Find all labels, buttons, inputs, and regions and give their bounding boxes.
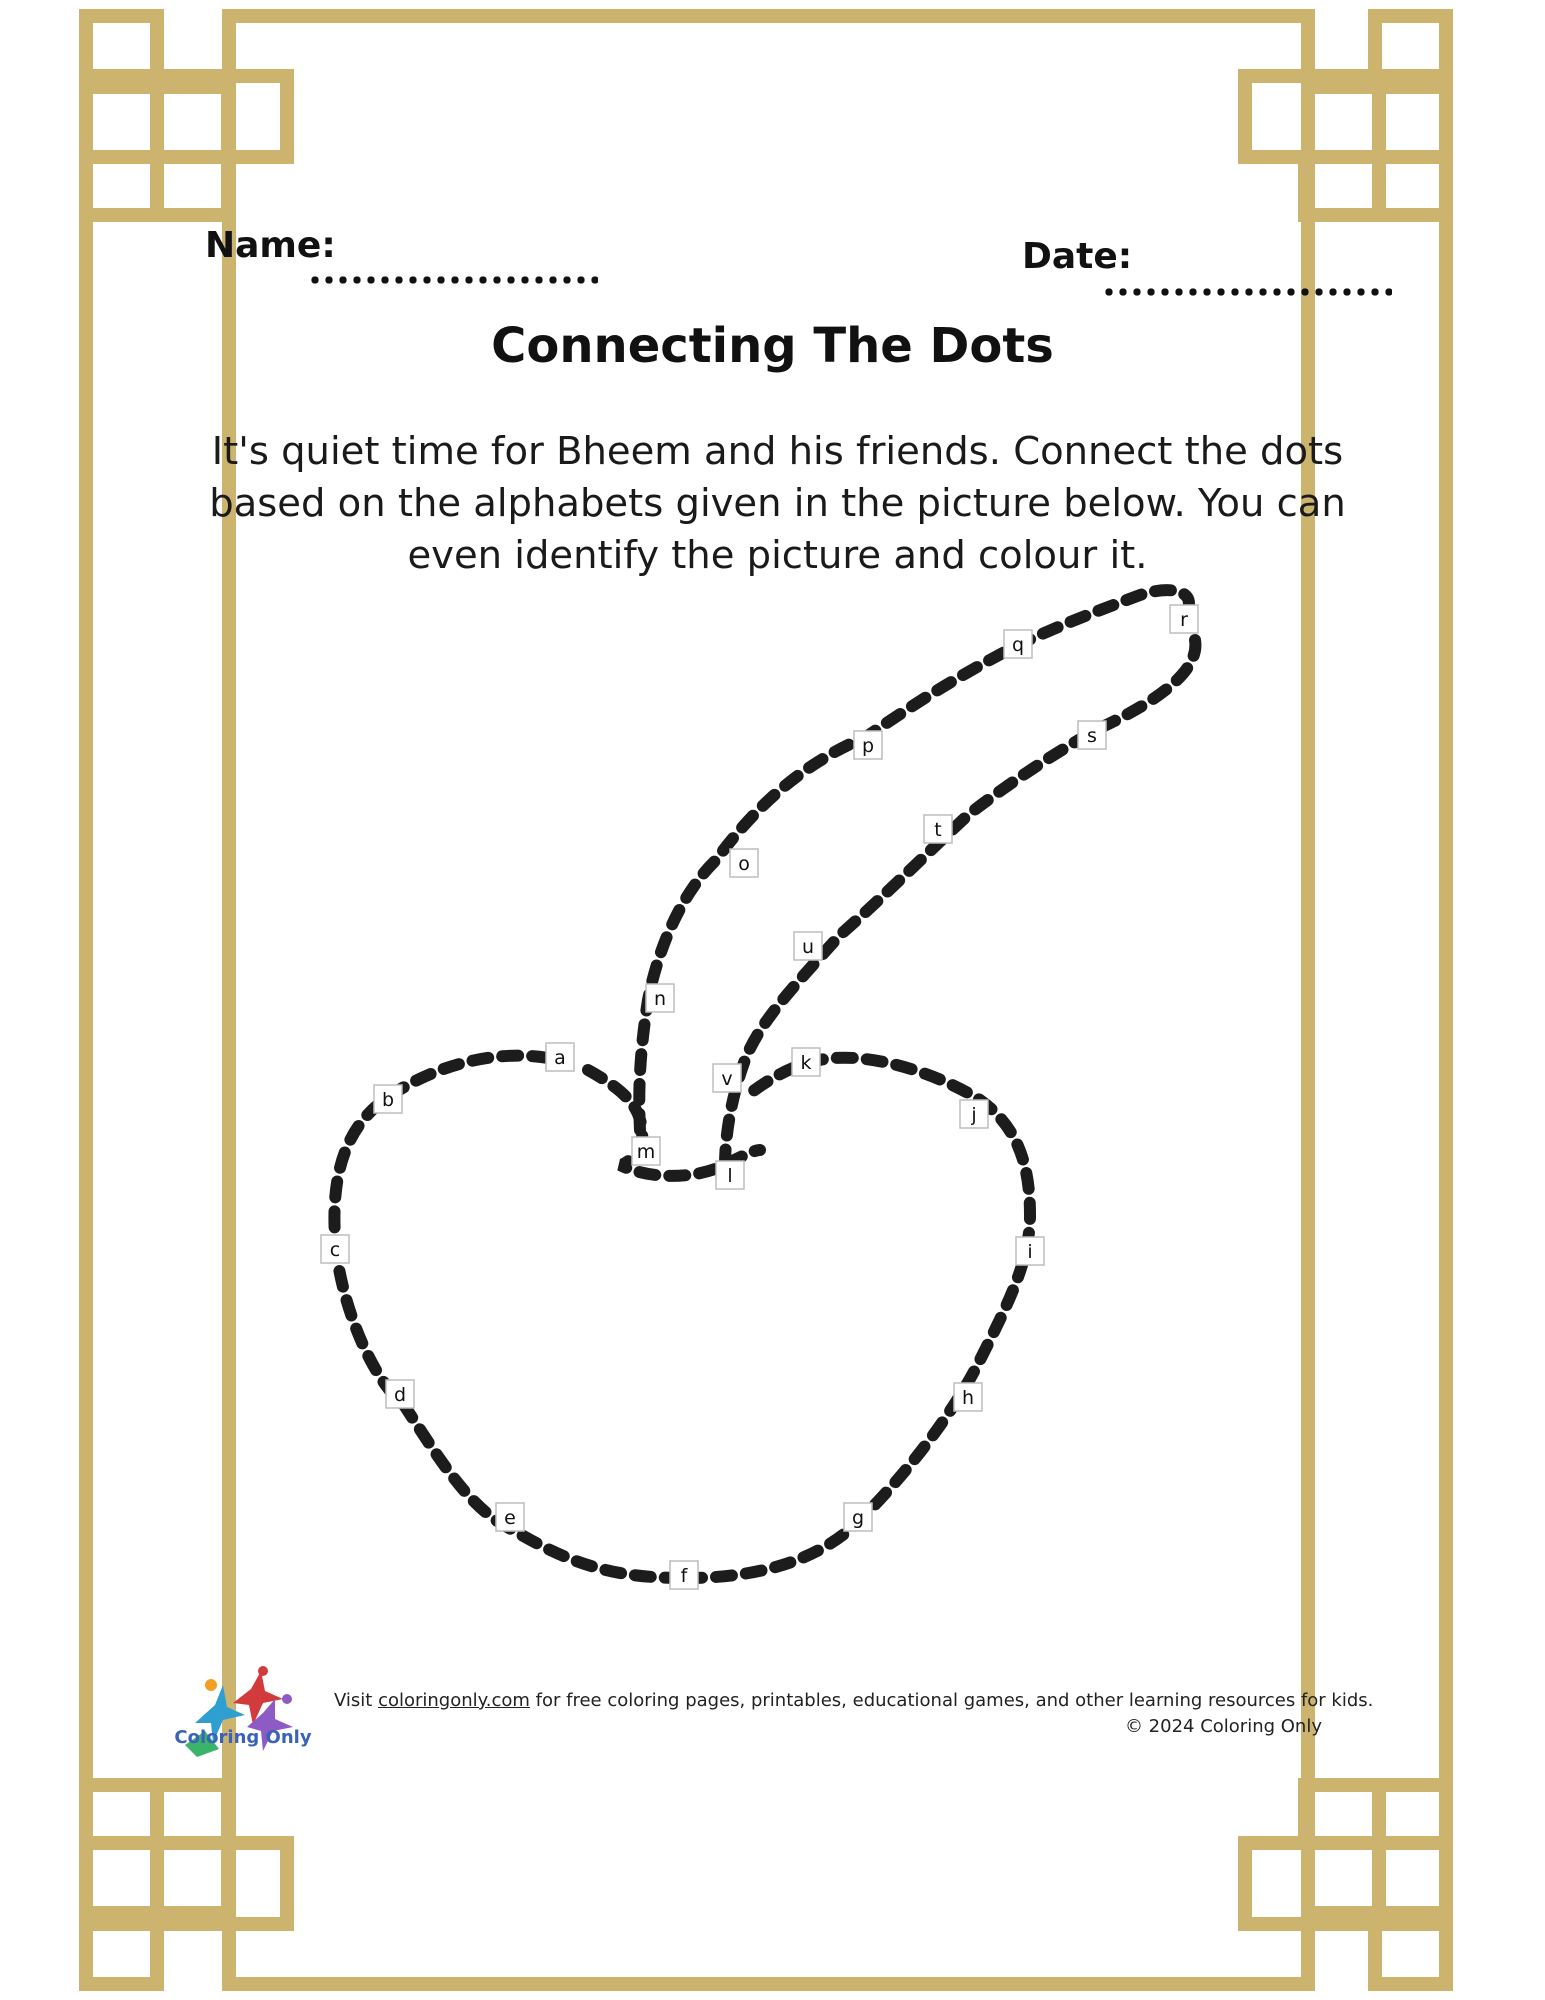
dot-label-text: i (1027, 1241, 1033, 1263)
dot-label-text: s (1087, 725, 1097, 747)
dot-label-text: a (554, 1047, 566, 1069)
footer-copyright: © 2024 Coloring Only (1124, 1716, 1322, 1737)
dot-label-text: v (721, 1068, 733, 1090)
dot-label-text: r (1180, 609, 1188, 631)
dot-label-u (794, 932, 822, 960)
dot-label-o (730, 849, 758, 877)
dot-label-text: o (738, 853, 750, 875)
dot-label-text: p (861, 735, 875, 757)
dot-label-m (632, 1137, 660, 1165)
dot-label-k (792, 1048, 820, 1076)
dot-label-text: h (961, 1387, 975, 1409)
coloringonly-link[interactable]: coloringonly.com (378, 1690, 530, 1711)
dot-label-text: u (801, 936, 815, 958)
dot-label-t (924, 815, 952, 843)
footer-visit-suffix: for free coloring pages, printables, educational games, and other learning resources for kids. (529, 1690, 1374, 1711)
dot-label-e (496, 1503, 524, 1531)
apple-outline-left (334, 1056, 686, 1578)
dot-label-text: l (727, 1165, 733, 1187)
dot-label-text: g (851, 1507, 865, 1529)
dot-label-p (854, 731, 882, 759)
logo-text: Coloring Only (174, 1727, 312, 1748)
dot-label-text: m (636, 1141, 656, 1163)
dot-label-v (713, 1064, 741, 1092)
dot-label-j (960, 1100, 988, 1128)
dot-label-text: e (504, 1507, 516, 1529)
dot-label-text: n (653, 988, 667, 1010)
dot-label-text: k (800, 1052, 812, 1074)
dot-label-i (1016, 1237, 1044, 1265)
dot-label-q (1004, 630, 1032, 658)
dot-label-text: c (329, 1239, 341, 1261)
dot-label-l (716, 1161, 744, 1189)
footer-visit-prefix: Visit (334, 1690, 379, 1711)
dot-label-d (386, 1380, 414, 1408)
footer-visit-text (334, 1690, 1373, 1711)
dot-label-text: b (381, 1089, 395, 1111)
instructions-text: It's quiet time for Bheem and his friends. Connect the dots based on the alphabets given in the picture below. You can even identify the picture and colour it. (209, 429, 1346, 578)
name-label: Name: (205, 225, 336, 266)
dot-label-text: f (680, 1565, 688, 1587)
dot-label-c (321, 1235, 349, 1263)
dot-label-b (374, 1085, 402, 1113)
dot-label-text: j (971, 1104, 977, 1126)
page-title: Connecting The Dots (491, 318, 1054, 374)
dot-label-g (844, 1503, 872, 1531)
dot-label-text: q (1011, 634, 1025, 656)
dot-label-h (954, 1383, 982, 1411)
dot-label-n (646, 984, 674, 1012)
dot-label-text: t (934, 819, 942, 841)
dot-label-a (546, 1043, 574, 1071)
dot-label-s (1078, 721, 1106, 749)
date-label: Date: (1022, 236, 1133, 277)
coloring-only-logo-icon (175, 1665, 310, 1765)
dot-label-r (1170, 605, 1198, 633)
apple-outline-right (686, 1058, 1033, 1578)
dot-label-f (670, 1561, 698, 1589)
dot-label-text: d (393, 1384, 407, 1406)
